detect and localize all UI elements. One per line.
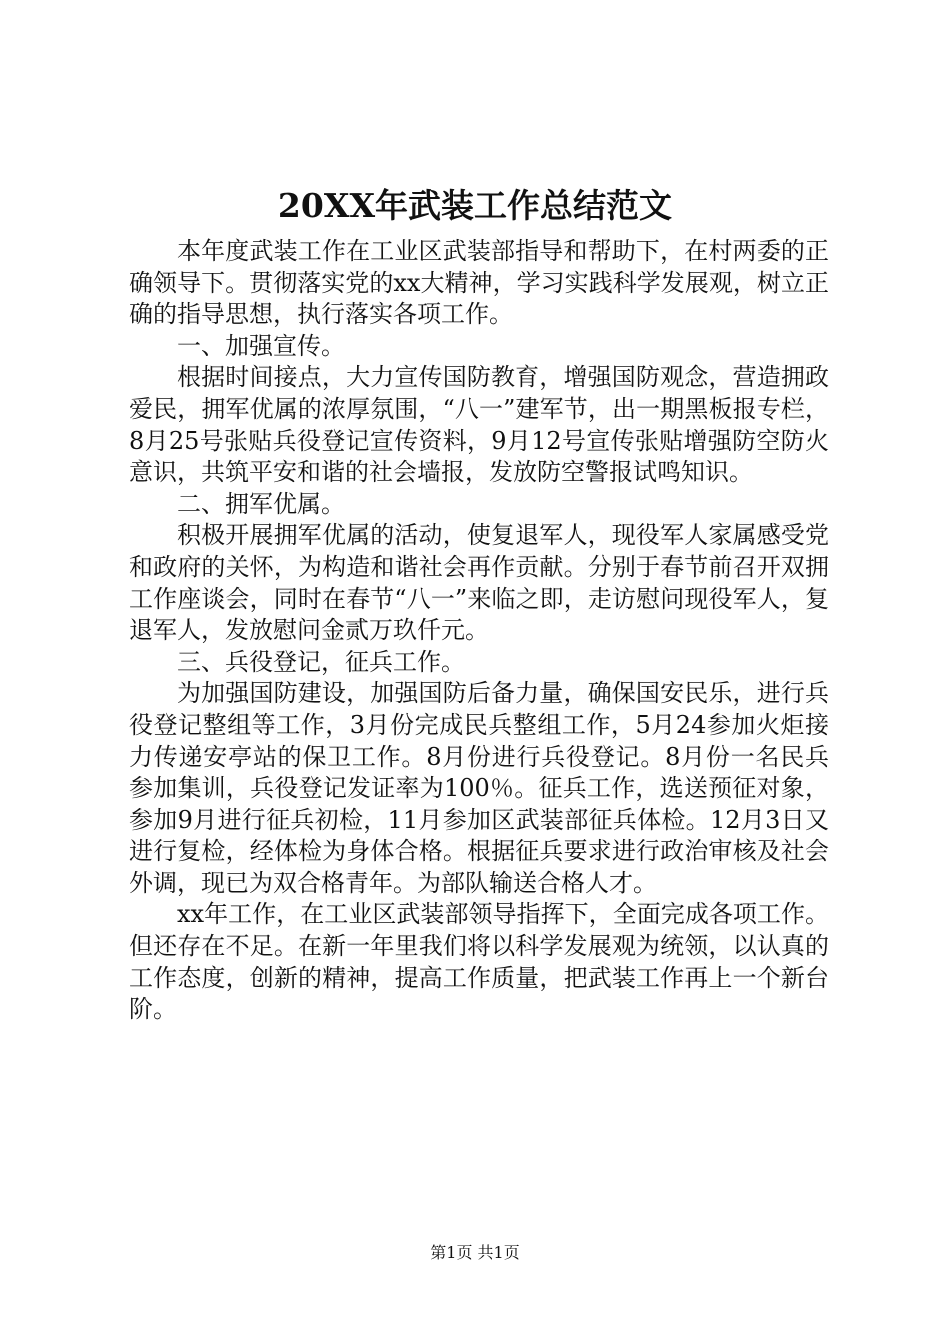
paragraph-publicity: 根据时间接点，大力宣传国防教育，增强国防观念，营造拥政爱民，拥军优属的浓厚氛围，“八一”建军节，出一期黑板报专栏，8月25号张贴兵役登记宣传资料，9月12号宣传张贴增强防空防火意识，共筑平安和谐的社会墙报，发放防空警报试鸣知识。 bbox=[129, 363, 829, 487]
document-body bbox=[129, 236, 829, 1026]
document-title: 20XX年武装工作总结范文 bbox=[277, 186, 673, 225]
paragraph-intro: 本年度武装工作在工业区武装部指导和帮助下，在村两委的正确领导下。贯彻落实党的xx大精神，学习实践科学发展观，树立正确的指导思想，执行落实各项工作。 bbox=[129, 237, 829, 329]
page-footer: 第1页 共1页 bbox=[430, 1243, 520, 1262]
paragraph-conclusion: xx年工作，在工业区武装部领导指挥下，全面完成各项工作。但还存在不足。在新一年里我们将以科学发展观为统领，以认真的工作态度，创新的精神，提高工作质量，把武装工作再上一个新台阶。 bbox=[129, 900, 829, 1024]
section-heading-registration: 三、兵役登记，征兵工作。 bbox=[177, 647, 465, 676]
paragraph-military-support: 积极开展拥军优属的活动，使复退军人，现役军人家属感受党和政府的关怀，为构造和谐社会再作贡献。分别于春节前召开双拥工作座谈会，同时在春节“八一”来临之即，走访慰问现役军人，复退军人，发放慰问金贰万玖仟元。 bbox=[129, 521, 829, 645]
paragraph-registration: 为加强国防建设，加强国防后备力量，确保国安民乐，进行兵役登记整组等工作，3月份完成民兵整组工作，5月24参加火炬接力传递安亭站的保卫工作。8月份进行兵役登记。8月份一名民兵参加集训，兵役登记发证率为100％。征兵工作，选送预征对象，参加9月进行征兵初检，11月参加区武装部征兵体检。12月3日又进行复检，经体检为身体合格。根据征兵要求进行政治审核及社会外调，现已为双合格青年。为部队输送合格人才。 bbox=[129, 679, 829, 897]
section-heading-publicity: 一、加强宣传。 bbox=[177, 331, 345, 360]
section-heading-military-support: 二、拥军优属。 bbox=[177, 489, 345, 518]
